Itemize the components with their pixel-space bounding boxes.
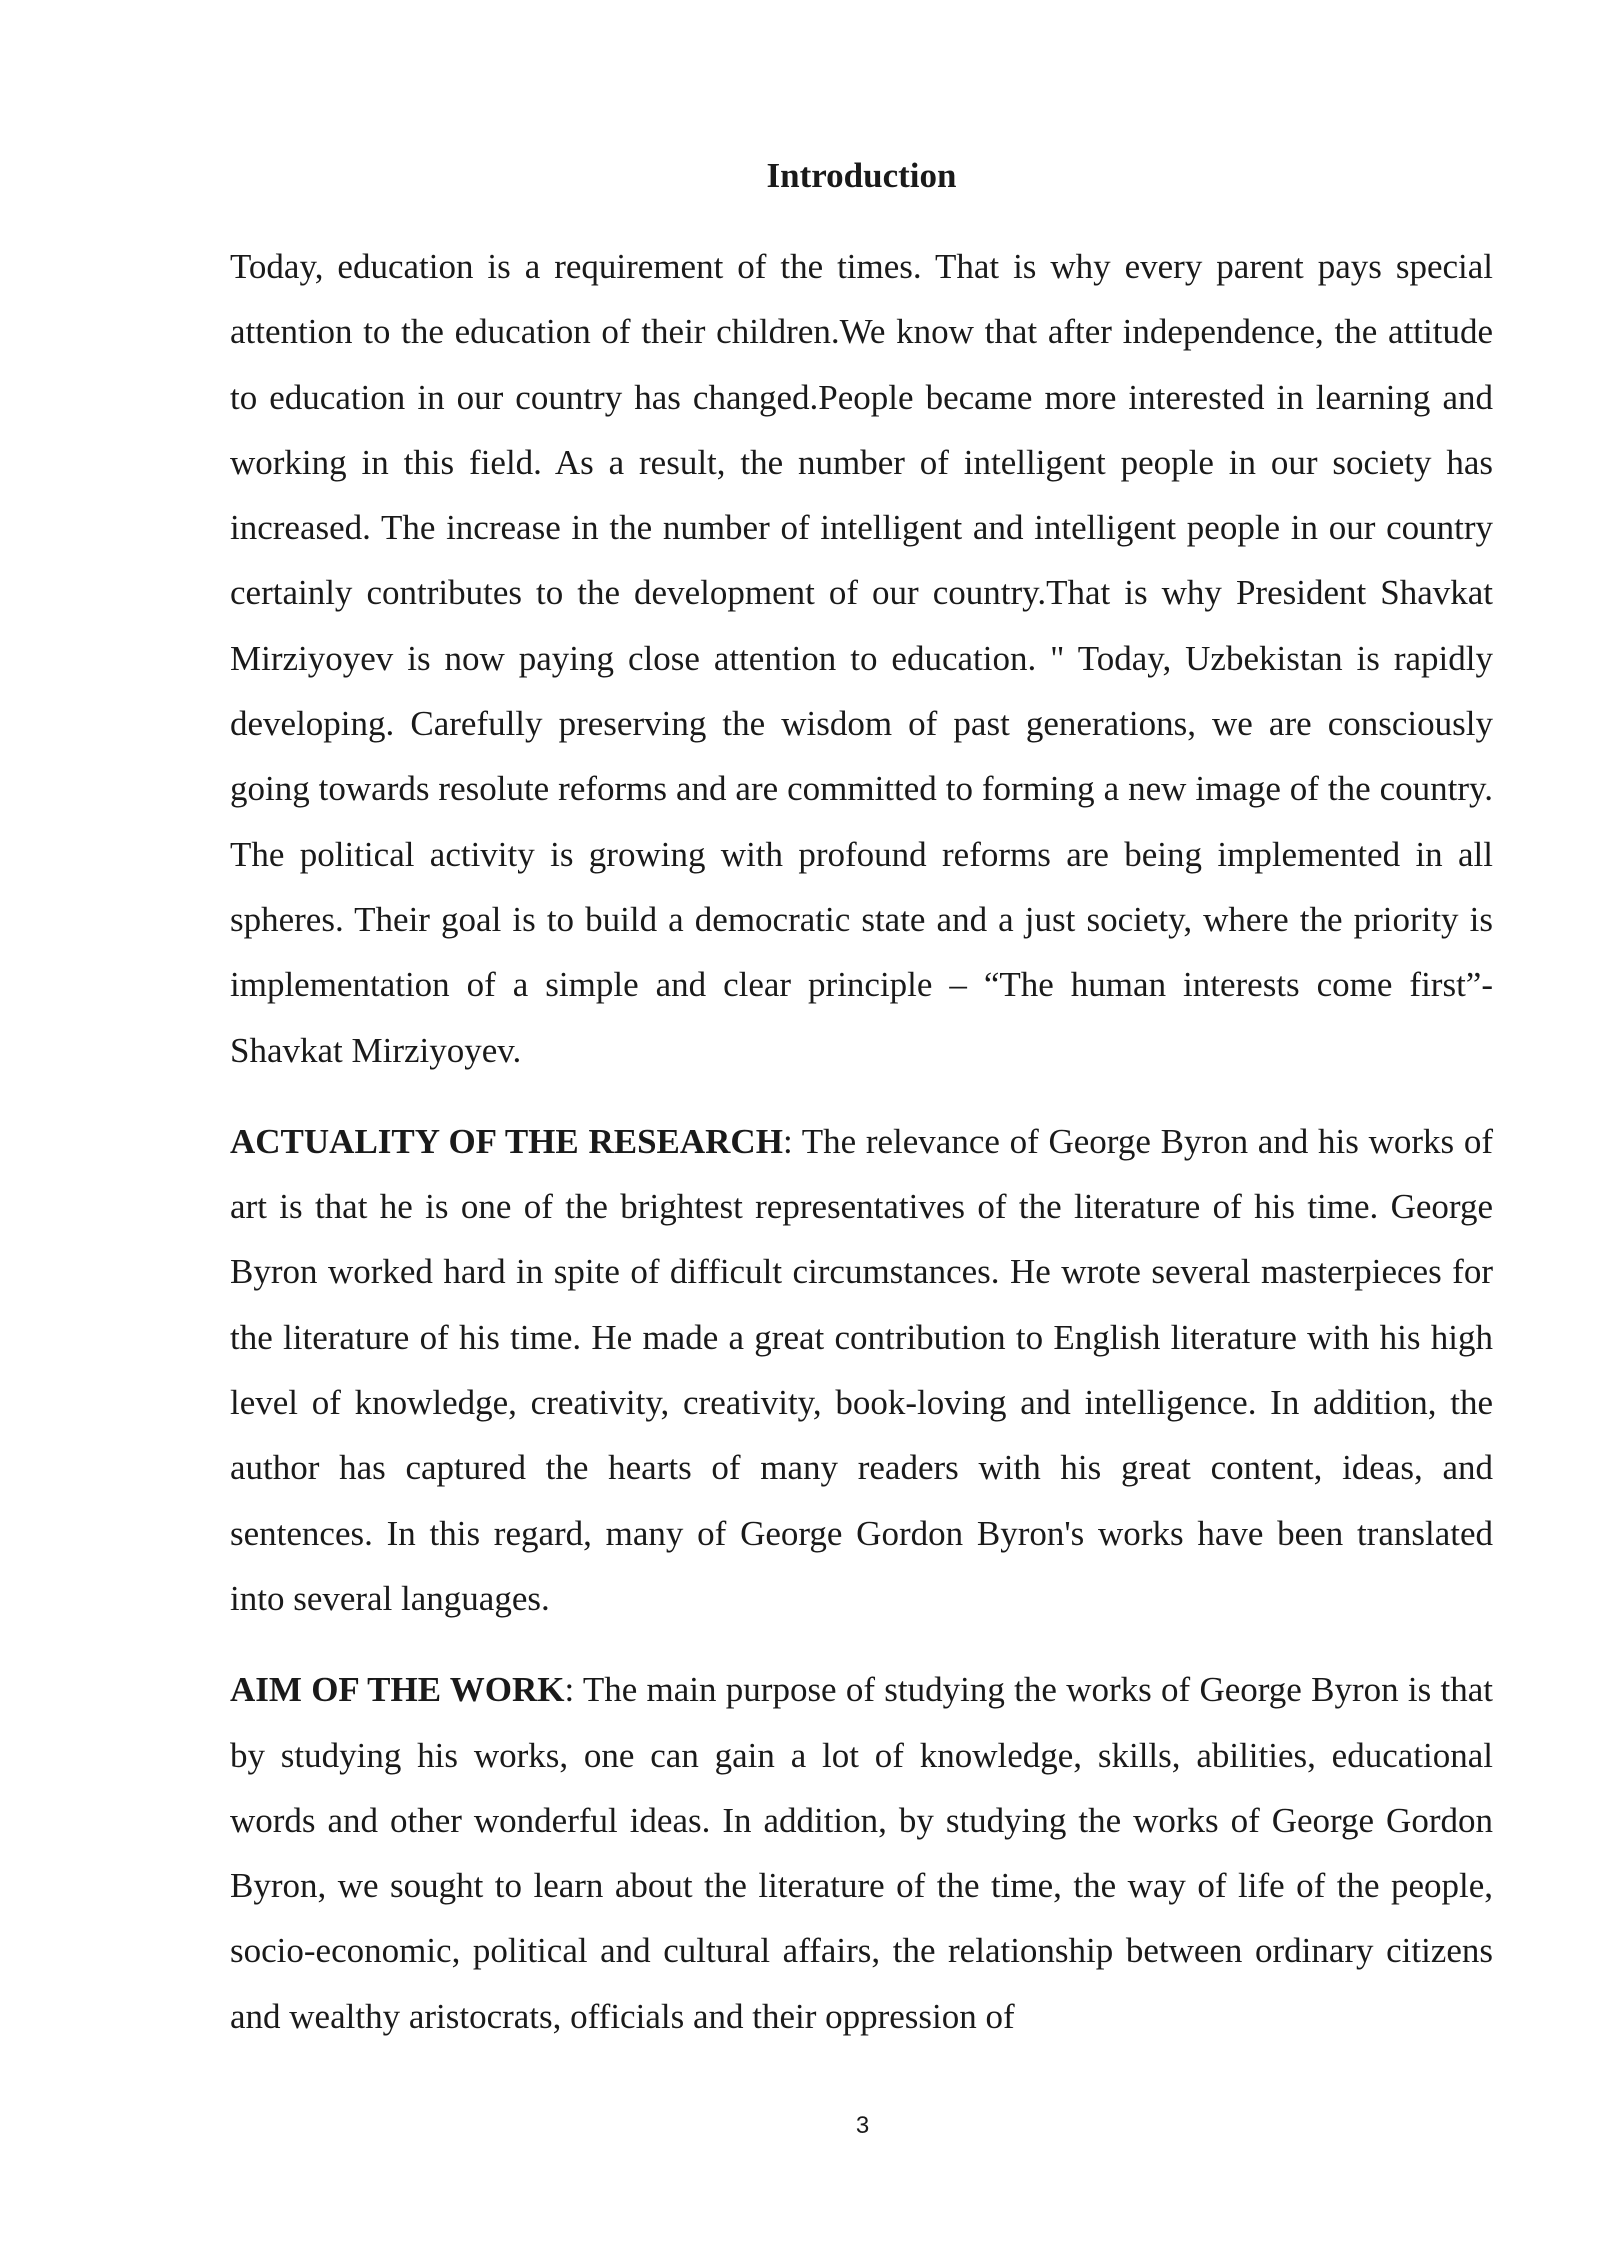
paragraph-heading: AIM OF THE WORK [230, 1670, 565, 1710]
page-content [230, 148, 1493, 2075]
paragraph-introduction [230, 234, 1493, 1083]
paragraph-actuality [230, 1109, 1493, 1631]
paragraph-text: : The main purpose of studying the works of George Byron is that by studying his works, one can gain a lot of knowledge, skills, abilities, educational words and other wonderful ideas. In addition, by studying the works of George Gordon Byron, we sought to learn about the literature of the time, the way of life of the people, socio-economic, political and cultural affairs, the relationship between ordinary citizens and wealthy aristocrats, officials and their oppression of [230, 1670, 1494, 2036]
paragraph-text: Today, education is a requirement of the times. That is why every parent pays special attention to the education of their children.We know that after independence, the attitude to education in our country has changed.People became more interested in learning and working in this field. As a result, the number of intelligent people in our society has increased. The increase in the number of intelligent and intelligent people in our country certainly contributes to the development of our country.That is why President Shavkat Mirziyoyev is now paying close attention to education. " Today, Uzbekistan is rapidly developing. Carefully preserving the wisdom of past generations, we are consciously going towards resolute reforms and are committed to forming a new image of the country. The political activity is growing with profound reforms are being implemented in all spheres. Their goal is to build a democratic state and a just society, where the priority is implementation of a simple and clear principle – “The human interests come first”- Shavkat Mirziyoyev. [230, 247, 1493, 1070]
document-title: Introduction [766, 156, 957, 195]
paragraph-heading: ACTUALITY OF THE RESEARCH [230, 1121, 783, 1161]
paragraph-aim [230, 1657, 1493, 2049]
paragraph-text: : The relevance of George Byron and his works of art is that he is one of the brightest representatives of the literature of his time. George Byron worked hard in spite of difficult circumstances. He wrote several masterpieces for the literature of his time. He made a great contribution to English literature with his high level of knowledge, creativity, creativity, book-loving and intelligence. In addition, the author has captured the hearts of many readers with his great content, ideas, and sentences. In this regard, many of George Gordon Byron's works have been translated into several languages. [230, 1121, 1493, 1618]
page-number: 3 [855, 2112, 870, 2139]
